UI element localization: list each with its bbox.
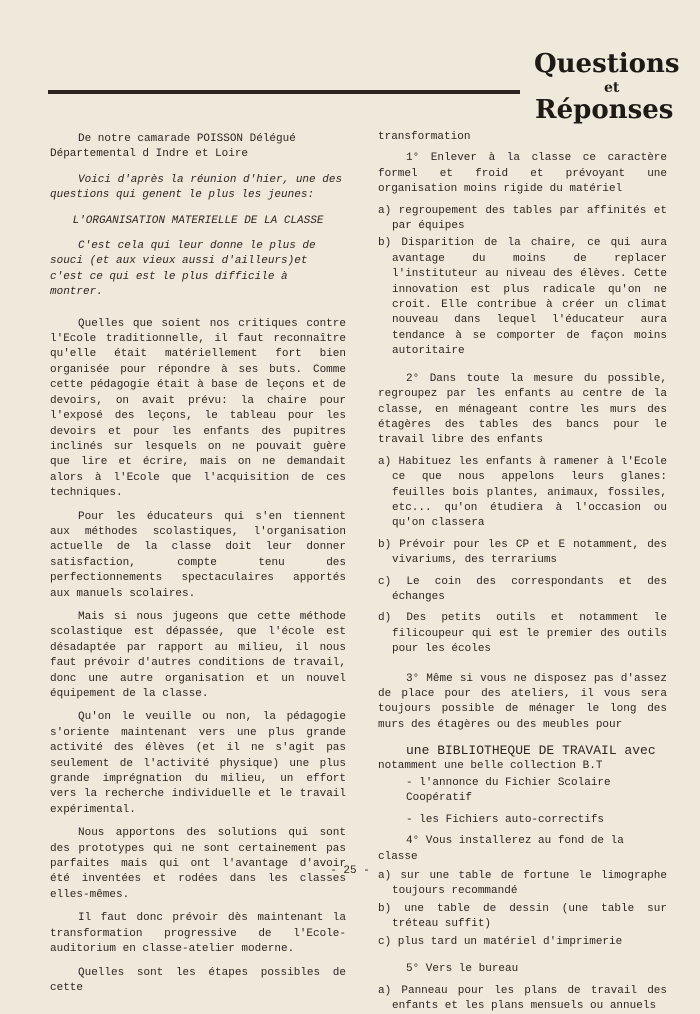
- paragraph: Il faut donc prévoir dès maintenant la transformation progressive de l'Ecole-auditorium en classe-atelier moderne.: [50, 911, 346, 957]
- paragraph: 5° Vers le bureau: [378, 962, 667, 977]
- title-questions: Questions: [534, 49, 680, 79]
- paragraph: 4° Vous installerez au fond de la classe: [378, 834, 667, 865]
- paragraph: 2° Dans toute la mesure du possible, regroupez par les enfants au centre de la classe, en ménageant contre les murs des étagères des tables des bancs pour le travail libre des enfants: [378, 372, 667, 449]
- paragraph: b) une table de dessin (une table sur tréteau suffit): [378, 902, 667, 933]
- title-reponses: Réponses: [535, 95, 673, 125]
- page-number: - 25 -: [0, 865, 700, 877]
- paragraph: c) Le coin des correspondants et des échanges: [378, 575, 667, 606]
- paragraph: Voici d'après la réunion d'hier, une des questions qui genent le plus les jeunes:: [50, 173, 346, 204]
- paragraph: - les Fichiers auto-correctifs: [378, 813, 667, 828]
- paragraph: a) regroupement des tables par affinités et par équipes: [378, 204, 667, 235]
- paragraph: notamment une belle collection B.T: [378, 759, 667, 774]
- paragraph: a) Habituez les enfants à ramener à l'Ecole ce que nous appelons leurs glanes: feuilles bois plantes, animaux, fossiles, etc... qu'on étudiera à l'occasion ou qu'on classera: [378, 455, 667, 532]
- paragraph: Quelles sont les étapes possibles de cette: [50, 966, 346, 997]
- paragraph: transformation: [378, 130, 667, 145]
- paragraph: b) Disparition de la chaire, ce qui aura avantage du moins de replacer l'instituteur au niveau des élèves. Cette innovation est plus radicale qu'on ne croit. Elle contribue à créer un climat nouveau dans lequel l'éducateur aura tendance à se comporter de façon moins autoritaire: [378, 236, 667, 359]
- paragraph: b) Prévoir pour les CP et E notamment, des vivariums, des terrariums: [378, 538, 667, 569]
- paragraph: a) Panneau pour les plans de travail des enfants et les plans mensuels ou annuels: [378, 984, 667, 1014]
- paragraph: Quelles que soient nos critiques contre l'Ecole traditionnelle, il faut reconnaître qu'elle était matériellement fort bien organisée pour répondre à ses buts. Comme cette pédagogie était à base de leçons et de devoirs, on avait prévu: la chaire pour l'exposé des leçons, le tableau pour les devoirs et pour les enfants des pupitres inclinés sur lesquels on ne pouvait guère que lire et écrire, mais on ne demandait alors à l'Ecole que l'acquisition de ces techniques.: [50, 317, 346, 502]
- header-rule: [48, 90, 520, 94]
- paragraph: - l'annonce du Fichier Scolaire Coopératif: [378, 776, 667, 807]
- paragraph: De notre camarade POISSON Délégué Départemental d Indre et Loire: [50, 132, 346, 163]
- paragraph: Pour les éducateurs qui s'en tiennent aux méthodes scolastiques, l'organisation actuelle de la classe doit leur donner satisfaction, compte tenu des perfectionnements spectaculaires apportés aux manuels scolaires.: [50, 510, 346, 602]
- paragraph: 3° Même si vous ne disposez pas d'assez de place pour des ateliers, il vous sera toujours possible de ménager le long des murs des étagères ou des meubles pour: [378, 672, 667, 734]
- paragraph: Nous apportons des solutions qui sont des prototypes qui ne sont certainement pas parfaites mais qui ont l'avantage d'avoir été inventées et rodées dans les classes elles-mêmes.: [50, 826, 346, 903]
- paragraph: c) plus tard un matériel d'imprimerie: [378, 935, 667, 950]
- paragraph: une BIBLIOTHEQUE DE TRAVAIL avec: [378, 743, 667, 758]
- paragraph: C'est cela qui leur donne le plus de souci (et aux vieux aussi d'ailleurs)et c'est ce qui est le plus difficile à montrer.: [50, 239, 346, 301]
- paragraph: L'ORGANISATION MATERIELLE DE LA CLASSE: [50, 214, 346, 229]
- paragraph: Qu'on le veuille ou non, la pédagogie s'oriente maintenant vers une plus grande activité des élèves (et il ne s'agit pas seulement de l'activité physique) une plus grande imprégnation du milieu, un effort vers la recherche individuelle et le travail expérimental.: [50, 710, 346, 818]
- paragraph: Mais si nous jugeons que cette méthode scolastique est dépassée, que l'école est désadaptée par rapport au milieu, il nous faut prévoir d'autres conditions de travail, donc une autre organisation et un nouvel équipement de la classe.: [50, 610, 346, 702]
- title-et: et: [604, 80, 619, 96]
- right-column: [378, 130, 667, 1014]
- paragraph: a) sur une table de fortune le limographe toujours recommandé: [378, 869, 667, 900]
- paragraph: d) Des petits outils et notamment le filicoupeur qui est le premier des outils pour les écoles: [378, 611, 667, 657]
- paragraph: 1° Enlever à la classe ce caractère formel et froid et prévoyant une organisation moins rigide du matériel: [378, 151, 667, 197]
